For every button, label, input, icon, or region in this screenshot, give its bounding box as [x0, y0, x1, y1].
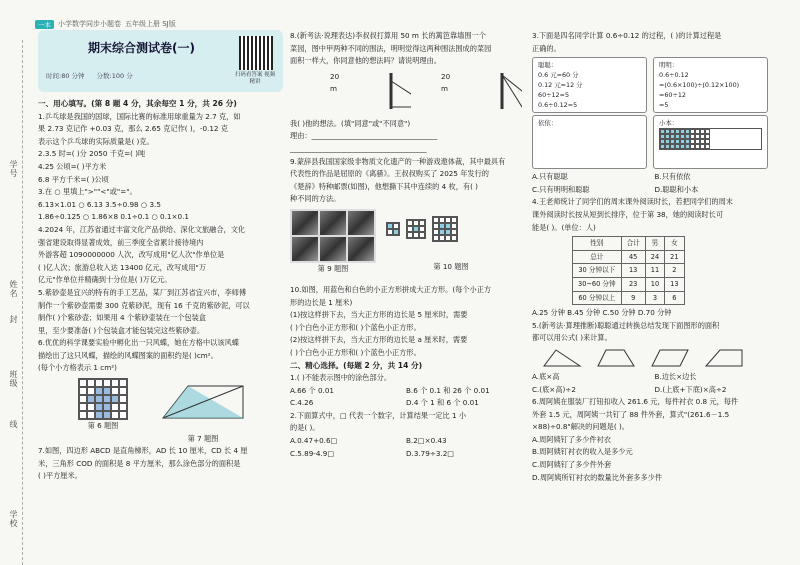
grid-cell	[119, 403, 127, 411]
total-score: 分数:100 分	[96, 72, 133, 80]
grid-cell	[79, 411, 87, 419]
grid-cell	[103, 387, 111, 395]
calc-methods	[532, 57, 777, 113]
card-label: 小本：	[659, 119, 679, 128]
time-limit: 时间:80 分钟	[46, 72, 85, 80]
section-heading: 一、用心填写。(第 8 题 4 分，其余每空 1 分，共 26 分)	[38, 99, 237, 108]
question-line: 理由：___________________________________	[290, 131, 438, 141]
grid-cell	[87, 395, 95, 403]
stamp	[348, 237, 374, 261]
series-name: 小学数学同步小题卷	[58, 20, 121, 28]
table-cell: 9	[621, 291, 645, 305]
binding-gutter	[0, 40, 30, 565]
question-line: (1)按这样拼下去，当大正方形的边长是 5 厘米时，需要	[290, 310, 468, 320]
question-line: 代表性的作品是屈原的《离骚》。王叔叔购买了 2025 年发行的	[290, 169, 489, 179]
option-b[interactable]: D.4 个 1 和 6 个 0.01	[406, 398, 479, 408]
grid-cell	[103, 403, 111, 411]
exam-title: 期末综合测试卷(一)	[88, 41, 195, 55]
answer-options	[290, 448, 522, 461]
table-row	[573, 264, 685, 278]
question-line: 1.( )不能表示图中的涂色部分。	[290, 373, 392, 383]
question-line: 《楚辞》特种邮票(如图)，他想撕下其中连续的 4 枚，有( )	[290, 181, 478, 191]
table-cell: 性别	[573, 237, 622, 251]
option-a[interactable]: A.只有聪聪	[532, 172, 568, 182]
table-cell: 2	[665, 264, 684, 278]
question-line: ( )亿人次；旅游总收入达 13400 亿元，改写成用"万	[38, 262, 207, 272]
question-line: 种不同的方法。	[290, 194, 341, 204]
section-heading: 二、精心选择。(每题 2 分，共 14 分)	[290, 360, 423, 370]
option-b[interactable]: D.聪聪和小本	[654, 184, 699, 194]
series-header	[35, 18, 176, 30]
question-line: 9.蒙辞县我国国家级非物质文化遗产的一种游戏遨体裁，其中最具有	[290, 156, 506, 166]
question-line: 形的边长是 1 厘米)	[290, 297, 353, 307]
question-line: 的是( )。	[290, 423, 320, 433]
table-cell: 男	[645, 237, 664, 251]
shape-row	[542, 348, 777, 368]
figure-caption: 第 7 题图	[187, 433, 219, 443]
question-line: 菜园，图中甲两种不同的围法，明明觉得这两种围法围成的菜园	[290, 43, 492, 53]
table-cell: 30 分钟以下	[573, 264, 622, 278]
series-badge: 一本	[35, 20, 54, 29]
question-line: 描绘出了这只风蝶，描绘的风蝶图案的面积约是( )cm²。	[38, 350, 218, 360]
fence-figure	[330, 71, 522, 115]
table-cell: 24	[645, 250, 664, 264]
option-a[interactable]: A.66 个 0.01	[290, 385, 334, 395]
stamp-figure	[290, 209, 376, 281]
question-line: 4.25 公顷=( )平方米	[38, 161, 107, 171]
grid-cell	[111, 387, 119, 395]
middle-questions	[290, 30, 522, 460]
calc-card-a: 聪聪： 0.6 元=60 分 0.12 元=12 分 60÷12=5 0.6÷0.12=5	[532, 57, 647, 113]
option-a[interactable]: C.4.26	[290, 398, 314, 408]
question-line: 强省建设取得显著成效，前三季度全省累计接待境内	[38, 237, 204, 247]
question-line: D.周阿姨所钉衬衣的数量比外套多多少件	[532, 472, 663, 482]
option-b[interactable]: B.边长×边长	[654, 371, 697, 381]
table-cell: 合计	[621, 237, 645, 251]
column-right	[532, 30, 777, 484]
question-line: 外套 1.5 元，周阿姨一共钉了 88 件外套，算式"(261.6－1.5	[532, 409, 730, 419]
question-line: 课外阅读时长按从短到长排序，位于第 38，她的阅读时长可	[532, 209, 724, 219]
grid-cell	[119, 387, 127, 395]
question-line: 能是( )。(单位：人)	[532, 222, 596, 232]
question-line: 10.如图，用蓝色和白色的小正方形拼成大正方形。(每个小正方	[290, 284, 492, 294]
table-cell: 13	[665, 277, 684, 291]
reading-time-table	[572, 236, 685, 305]
question-line: 1.乒乓球是我国的国球，国际比赛的标准用球重量为 2.7 克，如	[38, 111, 241, 121]
butterfly-figure	[78, 378, 128, 442]
grid-cell	[79, 403, 87, 411]
stamp	[292, 211, 318, 235]
option-b[interactable]: B.2□×0.43	[406, 436, 447, 446]
grid-cell	[95, 395, 103, 403]
table-cell: 6	[665, 291, 684, 305]
option-b[interactable]: B.只有依依	[654, 172, 691, 182]
cut-line	[22, 40, 23, 565]
question-line: A.25 分钟 B.45 分钟 C.50 分钟 D.70 分钟	[532, 308, 672, 318]
right-questions	[532, 30, 777, 484]
grid-cell	[79, 379, 87, 387]
square-grid	[78, 378, 128, 420]
answer-options	[290, 397, 522, 410]
grid-cell	[111, 403, 119, 411]
question-line: 2.下面算式中，□ 代表一个数字，计算结果一定比 1 小	[290, 410, 467, 420]
question-line: 制作一个紫砂壶需要 300 克紫砂泥，现有 16 千克的紫砂泥，可以	[38, 300, 250, 310]
figure-caption: 第 9 题图	[317, 263, 349, 273]
question-line: 4.王老师统计了同学们的周末课外阅读时长，若把同学们的周末	[532, 197, 733, 207]
answer-options	[532, 371, 777, 384]
grid-cell	[95, 411, 103, 419]
stamp	[320, 237, 346, 261]
grid-cell	[79, 387, 87, 395]
calc-card-b: 明明： 0.6÷0.12 =(0.6×100)÷(0.12×100) =60÷12 =5	[653, 57, 768, 113]
question-line: 6.8 平方千米=( )公顷	[38, 174, 109, 184]
stamp	[320, 211, 346, 235]
answer-options	[290, 435, 522, 448]
grid-cell	[103, 379, 111, 387]
table-row	[573, 237, 685, 251]
answer-options	[532, 171, 777, 184]
question-line: 4.2024 年，江苏省通过丰富文化产品供给、深化文旅融合，文化	[38, 224, 246, 234]
square-grid	[386, 222, 400, 236]
grid-cell	[79, 395, 87, 403]
stamp	[292, 237, 318, 261]
grid-cell	[95, 403, 103, 411]
question-line: 亿元"作单位并精确到十分位是( )万亿元。	[38, 275, 172, 285]
question-line: 7.如图，四边形 ABCD 是直角梯形，AD 长 10 厘米，CD 长 4 厘	[38, 446, 248, 456]
school-label: 学校	[9, 510, 18, 528]
grid-cell	[111, 395, 119, 403]
title-banner	[38, 30, 283, 92]
fence-length-b: 20 m	[441, 71, 451, 94]
grid-cell	[705, 144, 710, 149]
question-line: 面积一样大，你同意他的想法吗？请说明理由。	[290, 56, 441, 66]
left-questions	[38, 98, 283, 483]
trapezoid-svg	[158, 378, 248, 428]
question-line: 6.优优的科学课要实验中孵化出一只风蝶，她在方格中以该风蝶	[38, 338, 239, 348]
question-line: (2)按这样拼下去，当大正方形的边长是 a 厘米时，需要	[290, 335, 468, 345]
trapezoid-shape-2	[704, 348, 744, 368]
table-cell: 10	[645, 277, 664, 291]
question-line: 正确的。	[532, 43, 561, 53]
answer-options	[290, 385, 522, 398]
table-cell: 女	[665, 237, 684, 251]
figure-row	[290, 209, 522, 281]
question-line: 米，三角形 COD 的面积是 8 平方厘米，那么涂色部分的面积是	[38, 458, 241, 468]
table-row	[573, 250, 685, 264]
table-cell: 21	[665, 250, 684, 264]
calc-methods-2	[532, 115, 777, 169]
grid-cell	[87, 403, 95, 411]
grid-cell	[111, 379, 119, 387]
option-a[interactable]: C.(底×高)÷2	[532, 384, 576, 394]
trapezoid-shape	[596, 348, 636, 368]
table-row	[573, 291, 685, 305]
question-line: 都可以用公式( )来计算。	[532, 333, 612, 343]
grid-cell	[111, 411, 119, 419]
grid-cell	[87, 379, 95, 387]
triangle-shape	[542, 348, 582, 368]
figure-row	[78, 378, 283, 442]
table-cell: 11	[645, 264, 664, 278]
option-a[interactable]: A.0.47+0.6□	[290, 436, 338, 446]
option-a[interactable]: C.5.89-4.9□	[290, 448, 335, 458]
grid-cell	[103, 395, 111, 403]
column-left	[38, 30, 283, 483]
option-b[interactable]: D.3.79÷3.2□	[406, 448, 455, 458]
question-line: C.周阿姨钉了多少件外套	[532, 460, 612, 470]
table-row	[573, 277, 685, 291]
question-line: 制作( )个紫砂壶；如果用 4 个紫砂壶装在一个包装盒	[38, 313, 206, 323]
grid-cell	[119, 379, 127, 387]
question-line: ( )个白色小正方形和( )个蓝色小正方形。	[290, 322, 421, 332]
question-line: 外游客超 1090000000 人次，改写成用"亿人次"作单位是	[38, 250, 225, 260]
column-middle	[290, 30, 522, 460]
question-line: B.周阿姨钉衬衣的收入是多少元	[532, 447, 633, 457]
question-line: 2.3.5 时=( )分 2050 千克=( )吨	[38, 149, 146, 159]
question-line: ×88)÷0.8"解决的问题是( )。	[532, 422, 629, 432]
fence-plan-a	[371, 71, 411, 111]
table-cell: 45	[621, 250, 645, 264]
table-cell: 30~60 分钟	[573, 277, 622, 291]
question-line: ______________________________________	[290, 143, 427, 153]
trapezoid-figure	[158, 378, 248, 442]
option-a[interactable]: A.底×高	[532, 371, 560, 381]
option-a[interactable]: C.只有明明和聪聪	[532, 184, 590, 194]
question-line: ( )平方厘米。	[38, 471, 82, 481]
question-line: (每个小方格表示 1 cm²)	[38, 363, 117, 373]
question-line: 里，至少要准备( )个包装盒才能包装完这些紫砂壶。	[38, 325, 205, 335]
table-cell: 60 分钟以上	[573, 291, 622, 305]
line-mark: 线	[9, 420, 18, 429]
grid-cell	[95, 387, 103, 395]
answer-options	[532, 384, 777, 397]
class-label: 班级	[9, 370, 18, 388]
figure-caption: 第 10 题图	[433, 262, 469, 272]
grid-cell	[419, 232, 425, 238]
option-b[interactable]: B.6 个 0.1 和 26 个 0.01	[406, 385, 490, 395]
question-line: 果 2.73 克记作 +0.03 克，那么 2.65 克记作( )，-0.12 克	[38, 124, 228, 134]
square-grid	[432, 216, 458, 242]
parallelogram-shape	[650, 348, 690, 368]
grid-cell	[87, 387, 95, 395]
option-b[interactable]: D.(上底+下底)×高÷2	[654, 384, 727, 394]
square-grid	[406, 219, 426, 239]
question-line: A.周阿姨钉了多少件衬衣	[532, 434, 611, 444]
question-line: 3.在 ○ 里填上">""<"或"="。	[38, 187, 137, 197]
question-line: 5.紫砂壶是宜兴的特有的手工艺品，某厂到江苏省宜兴市，李师傅	[38, 287, 247, 297]
table-cell: 23	[621, 277, 645, 291]
question-line: 6.13×1.01 ○ 6.13 3.5÷0.98 ○ 3.5	[38, 199, 161, 209]
table-cell: 总计	[573, 250, 622, 264]
calc-card-xiaoben	[653, 115, 768, 169]
table-cell: 3	[645, 291, 664, 305]
question-line: 我( )他的想法。(填"同意"或"不同意")	[290, 118, 411, 128]
qr-caption: 扫码看答案 视频精讲	[234, 72, 276, 85]
figure-caption: 第 6 题图	[87, 421, 119, 431]
grid-cell	[95, 379, 103, 387]
card-label: 依依：	[538, 119, 558, 128]
stamp	[348, 211, 374, 235]
answer-options	[532, 184, 777, 197]
tile-pattern-figure	[386, 209, 516, 281]
grid-cell	[451, 235, 457, 241]
student-id-label: 学号	[9, 160, 18, 178]
question-line: 6.周阿姨在服装厂打钮扣收入 261.6 元，每件衬衣 0.8 元，每件	[532, 397, 739, 407]
question-line: 1.86÷0.125 ○ 1.86×8 0.1÷0.1 ○ 0.1×0.1	[38, 212, 189, 222]
question-line: ( )个白色小正方形和( )个蓝色小正方形。	[290, 347, 421, 357]
name-label: 姓名	[9, 280, 18, 298]
question-line: 表示这个乒乓球的实际质量是( )克。	[38, 136, 154, 146]
fence-plan-b	[482, 71, 522, 111]
question-line: 8.(新考法·说理表达)李叔叔打算用 50 m 长的篱笆靠墙围一个	[290, 31, 486, 40]
qr-code[interactable]	[239, 36, 273, 70]
calc-card-yiyi	[532, 115, 647, 169]
exam-meta	[46, 70, 133, 83]
table-cell: 13	[621, 264, 645, 278]
grid-cell	[119, 395, 127, 403]
stamp-sheet	[290, 209, 376, 263]
square-grid	[659, 128, 762, 150]
grid-cell	[103, 411, 111, 419]
seal-mark: 封	[9, 315, 18, 324]
question-line: 3.下面是四名同学计算 0.6÷0.12 的过程，( )的计算过程是	[532, 31, 722, 40]
grid-cell	[393, 229, 399, 235]
fence-length-a: 20 m	[330, 71, 340, 94]
question-line: 5.(新考法·算理推断)聪聪通过转换总结发现下面图形的面积	[532, 320, 720, 330]
grid-cell	[87, 411, 95, 419]
edition-label: 五年级上册 SJ版	[125, 20, 176, 28]
grid-cell	[119, 411, 127, 419]
